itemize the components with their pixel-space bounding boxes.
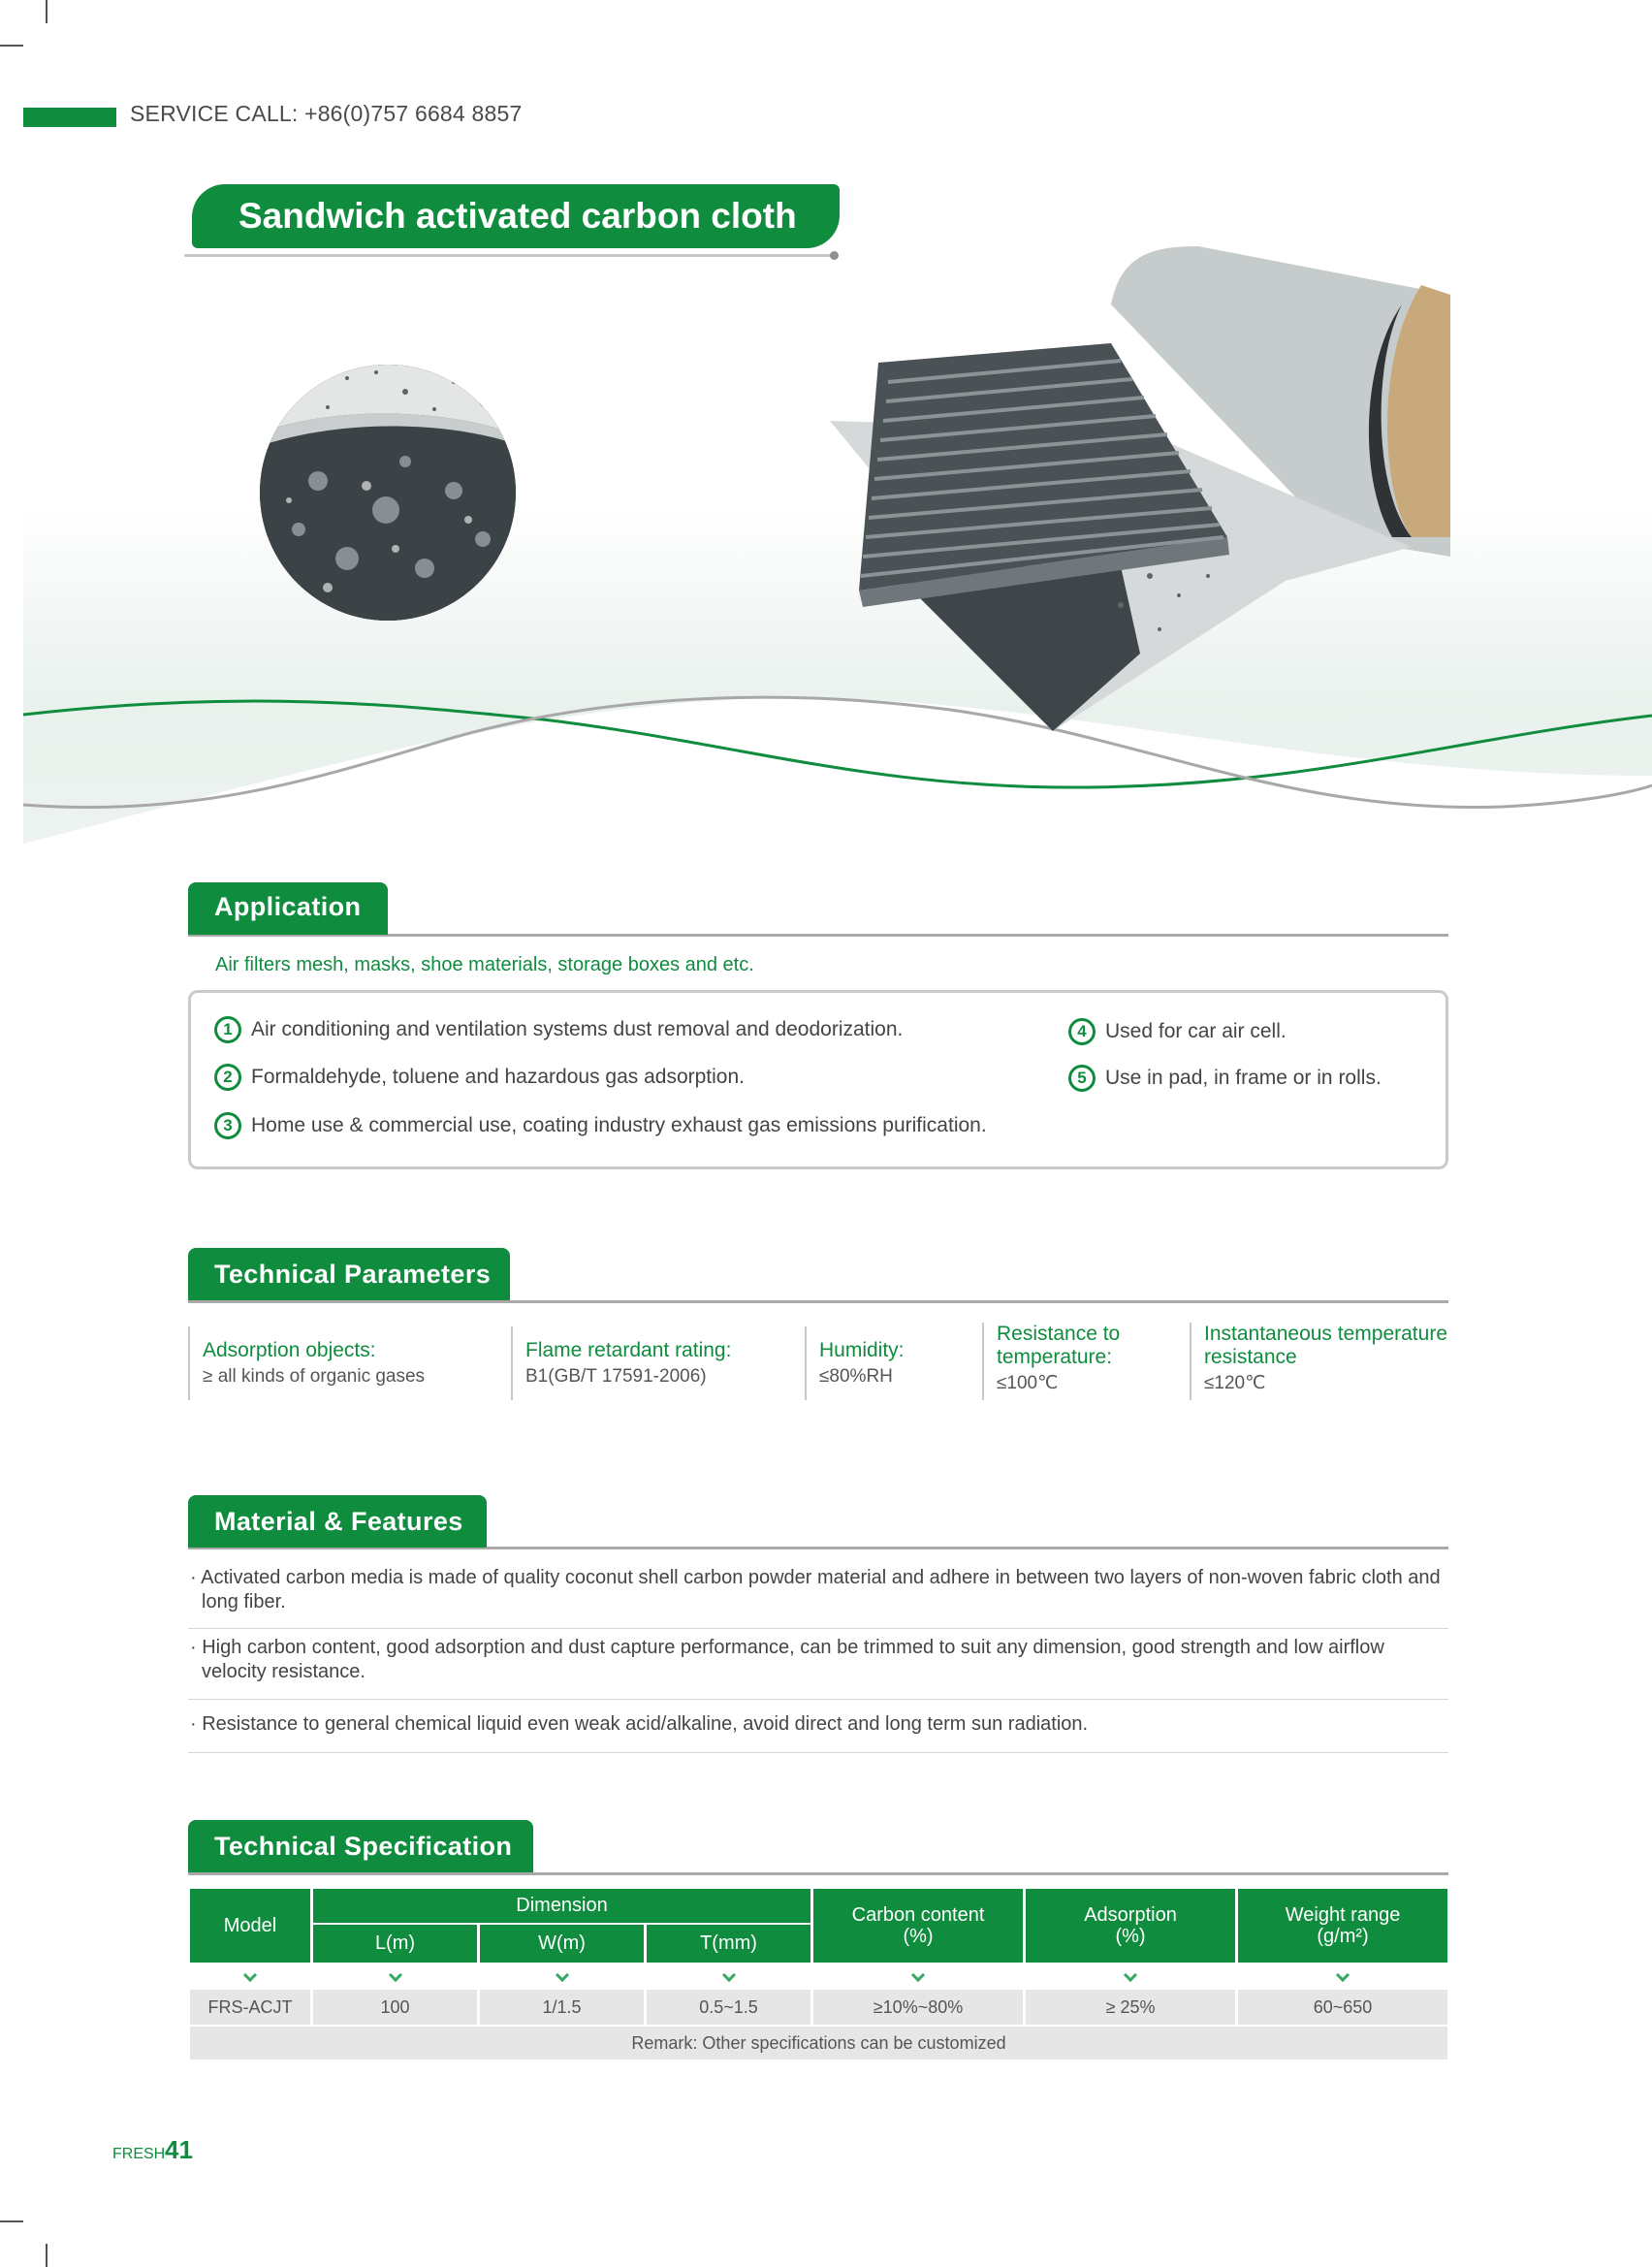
page-number: 41 — [165, 2135, 193, 2164]
application-subtitle: Air filters mesh, masks, shoe materials, storage boxes and etc. — [215, 954, 754, 975]
material-features-heading: Material & Features — [214, 1507, 463, 1536]
application-item-2 — [214, 1064, 745, 1091]
header-length: L(m) — [313, 1925, 477, 1963]
header-thickness: T(mm) — [647, 1925, 810, 1963]
carbon-cloth-closeup-image — [260, 365, 516, 621]
feature-divider — [188, 1752, 1448, 1753]
application-item-text: Home use & commercial use, coating industry exhaust gas emissions purification. — [251, 1114, 987, 1136]
table-remark: Remark: Other specifications can be customized — [190, 2027, 1447, 2059]
header-weight-range — [1238, 1889, 1447, 1963]
cell-length: 100 — [313, 1990, 477, 2025]
footer-brand: FRESH — [112, 2146, 166, 2162]
crop-mark-top-left-h — [0, 45, 23, 47]
application-item-1 — [214, 1016, 903, 1043]
cell-width: 1/1.5 — [480, 1990, 644, 2025]
param-value: B1(GB/T 17591-2006) — [525, 1366, 707, 1387]
title-underline — [184, 254, 838, 257]
feature-item-1: · Activated carbon media is made of quality coconut shell carbon powder material and adhere in between two layers of non-woven fabric cloth and long fiber. — [190, 1567, 1441, 1612]
header-weight-line1: Weight range — [1285, 1904, 1401, 1926]
param-label: Instantaneous temperature resistance — [1204, 1323, 1447, 1368]
param-adsorption-objects — [188, 1326, 508, 1400]
header-adsorption — [1026, 1889, 1235, 1963]
application-item-text: Formaldehyde, toluene and hazardous gas adsorption. — [251, 1066, 746, 1088]
chevron-down-icon — [721, 1967, 735, 1981]
param-value: ≥ all kinds of organic gases — [203, 1366, 426, 1387]
crop-mark-bottom-left-v — [46, 2244, 48, 2267]
chevron-down-icon — [555, 1967, 568, 1981]
cell-model: FRS-ACJT — [190, 1990, 310, 2025]
technical-specification-rule — [188, 1872, 1448, 1875]
feature-divider — [188, 1699, 1448, 1700]
technical-parameters-rule — [188, 1300, 1448, 1303]
service-call-bar — [23, 108, 116, 127]
carbon-cloth-product-image — [830, 246, 1450, 731]
header-weight-line2: (g/m²) — [1317, 1926, 1369, 1947]
param-flame-retardant — [511, 1326, 802, 1400]
specification-table — [187, 1887, 1450, 2061]
application-item-text: Use in pad, in frame or in rolls. — [1105, 1067, 1382, 1089]
number-4-icon: 4 — [1068, 1018, 1096, 1045]
chevron-down-icon — [911, 1967, 925, 1981]
param-label: Flame retardant rating: — [525, 1339, 732, 1361]
feature-item-2: · High carbon content, good adsorption and dust capture performance, can be trimmed to suit any dimension, good strength and low airflow velocity resistance. — [190, 1637, 1384, 1682]
table-row — [190, 1990, 1447, 2025]
application-item-5 — [1068, 1065, 1382, 1092]
header-model: Model — [190, 1889, 310, 1963]
param-humidity — [805, 1326, 979, 1400]
chevron-down-icon — [1124, 1967, 1137, 1981]
application-item-text: Used for car air cell. — [1105, 1020, 1287, 1042]
cell-adsorption: ≥ 25% — [1026, 1990, 1235, 2025]
application-item-4 — [1068, 1018, 1287, 1045]
crop-mark-top-left-v — [46, 0, 48, 23]
cell-thickness: 0.5~1.5 — [647, 1990, 810, 2025]
header-adsorption-line1: Adsorption — [1084, 1904, 1177, 1926]
feature-item-3: · Resistance to general chemical liquid even weak acid/alkaline, avoid direct and long term sun radiation. — [190, 1713, 1089, 1735]
param-value: ≤80%RH — [819, 1366, 893, 1387]
header-carbon-line1: Carbon content — [851, 1904, 985, 1926]
number-1-icon: 1 — [214, 1016, 241, 1043]
header-carbon-content — [813, 1889, 1023, 1963]
header-adsorption-line2: (%) — [1115, 1926, 1146, 1947]
page-title: Sandwich activated carbon cloth — [238, 196, 797, 236]
technical-parameters-heading: Technical Parameters — [214, 1260, 492, 1289]
chevron-down-icon — [388, 1967, 401, 1981]
number-3-icon: 3 — [214, 1112, 241, 1139]
service-call-text: SERVICE CALL: +86(0)757 6684 8857 — [130, 101, 523, 126]
application-heading: Application — [214, 892, 362, 921]
header-carbon-line2: (%) — [903, 1926, 934, 1947]
chevron-down-icon — [243, 1967, 257, 1981]
param-label: Humidity: — [819, 1339, 905, 1361]
param-value: ≤100℃ — [997, 1373, 1059, 1393]
param-temperature-resistance — [982, 1323, 1186, 1400]
cell-carbon: ≥10%~80% — [813, 1990, 1023, 2025]
param-instantaneous-temperature — [1190, 1323, 1458, 1400]
param-label: Adsorption objects: — [203, 1339, 376, 1361]
chevron-down-icon — [1336, 1967, 1350, 1981]
crop-mark-bottom-left-h — [0, 2220, 23, 2222]
param-value: ≤120℃ — [1204, 1373, 1266, 1393]
cell-weight: 60~650 — [1238, 1990, 1447, 2025]
header-width: W(m) — [480, 1925, 644, 1963]
technical-specification-heading: Technical Specification — [214, 1832, 513, 1861]
number-2-icon: 2 — [214, 1064, 241, 1091]
param-label: Resistance to temperature: — [997, 1323, 1121, 1368]
application-item-3 — [214, 1112, 987, 1139]
feature-divider — [188, 1628, 1448, 1629]
header-dimension: Dimension — [313, 1889, 810, 1923]
number-5-icon: 5 — [1068, 1065, 1096, 1092]
application-item-text: Air conditioning and ventilation systems dust removal and deodorization. — [251, 1018, 904, 1040]
